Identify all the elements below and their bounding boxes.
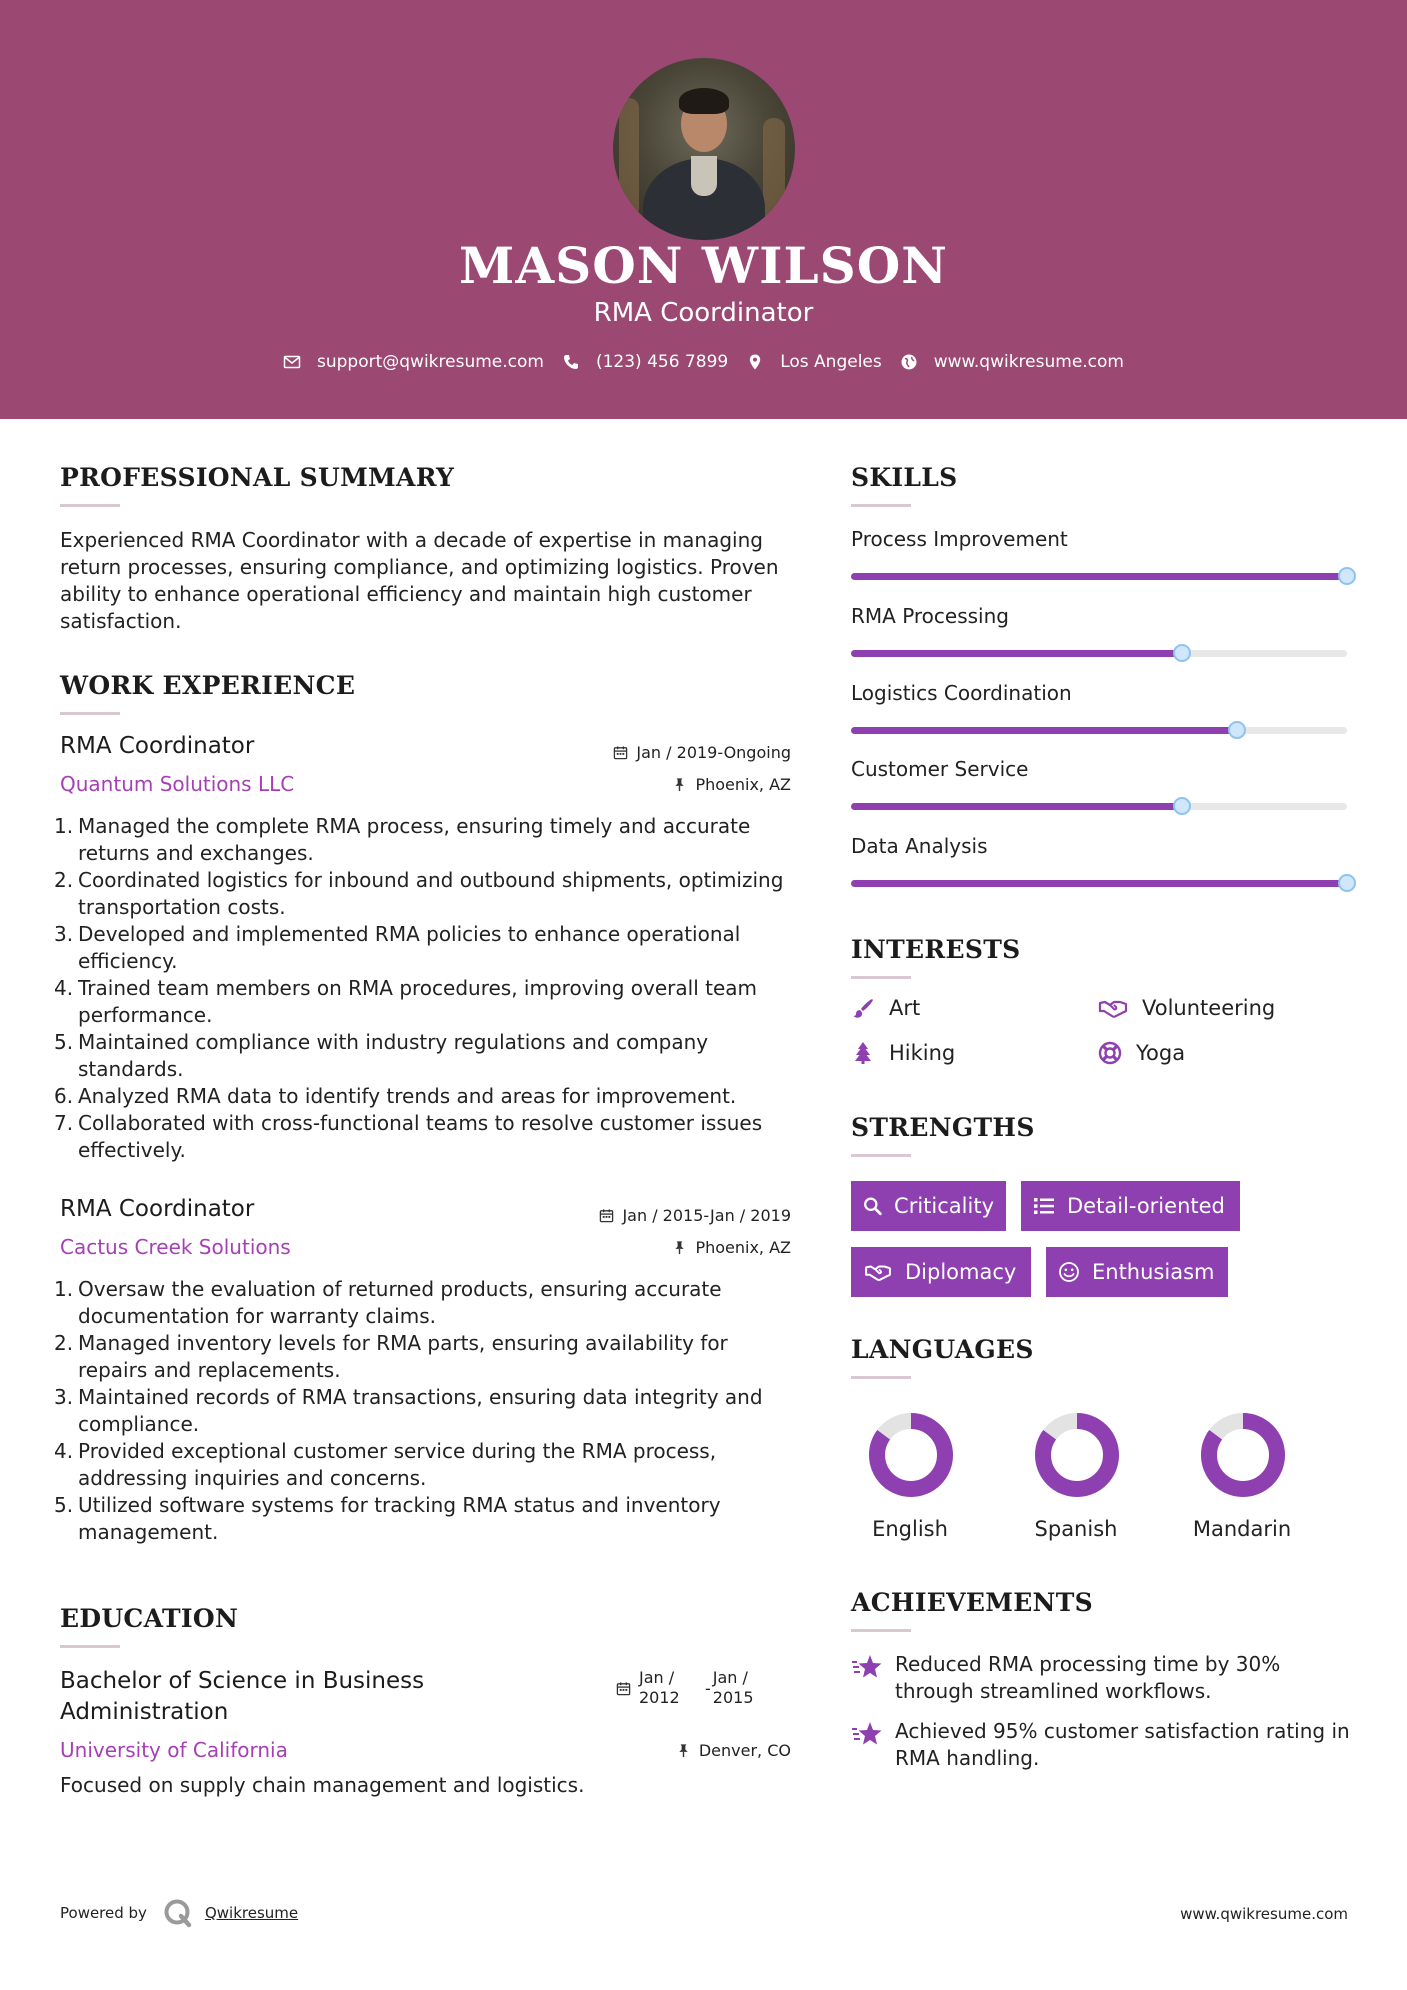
strength-badge	[1046, 1247, 1228, 1297]
star-badge-icon	[851, 1653, 883, 1681]
achievement-item	[851, 1651, 1351, 1705]
website-text: www.qwikresume.com	[933, 352, 1124, 372]
strength-label: Diplomacy	[905, 1260, 1017, 1284]
smile-icon	[1058, 1261, 1080, 1283]
section-divider	[60, 504, 120, 507]
contact-phone[interactable]	[562, 352, 728, 372]
pushpin-icon	[672, 777, 687, 792]
languages-heading: LANGUAGES	[851, 1335, 1034, 1364]
list-item: 4. Trained team members on RMA procedures, improving overall team performance.	[54, 976, 758, 1027]
interest-item	[1098, 1041, 1185, 1065]
skill-label: Data Analysis	[851, 834, 988, 858]
list-item: 6. Analyzed RMA data to identify trends and areas for improvement.	[54, 1084, 737, 1108]
strengths-heading: STRENGTHS	[851, 1113, 1035, 1142]
section-divider	[60, 712, 120, 715]
interest-label: Art	[889, 996, 921, 1020]
education-location-text: Denver, CO	[698, 1741, 791, 1760]
section-divider	[851, 1154, 911, 1157]
skill-slider-knob[interactable]	[1173, 644, 1191, 662]
list-item: 7. Collaborated with cross-functional teams to resolve customer issues effectively.	[54, 1111, 763, 1162]
achievement-text: Achieved 95% customer satisfaction rating in RMA handling.	[895, 1719, 1350, 1770]
star-badge-icon	[851, 1720, 883, 1748]
list-icon	[1033, 1195, 1055, 1217]
job-bullets	[54, 813, 795, 1164]
profile-photo	[613, 58, 795, 240]
school-name: University of California	[60, 1738, 288, 1762]
skill-label: Customer Service	[851, 757, 1029, 781]
education-description: Focused on supply chain management and logistics.	[60, 1773, 585, 1797]
summary-text: Experienced RMA Coordinator with a decade of expertise in managing return processes, ensuring compliance, and optimizing logistics. Proven ability to enhance operational efficiency and maintain high customer satisfaction.	[60, 528, 779, 633]
degree-title: Bachelor of Science in Business Administration	[60, 1668, 425, 1725]
calendar-icon	[616, 1681, 631, 1696]
lifering-icon	[1098, 1041, 1122, 1065]
job-bullets	[54, 1276, 770, 1546]
section-divider	[851, 1629, 911, 1632]
location-text: Los Angeles	[780, 352, 882, 372]
interest-item	[851, 996, 920, 1020]
candidate-title: RMA Coordinator	[593, 298, 814, 328]
interest-item	[1098, 996, 1275, 1020]
footer-powered-by	[60, 1898, 298, 1928]
skill-slider-knob[interactable]	[1228, 721, 1246, 739]
achievement-item	[851, 1718, 1351, 1772]
interest-item	[851, 1041, 955, 1065]
job-location-text: Phoenix, AZ	[695, 1238, 791, 1257]
job-dates-text: Jan / 2015-Jan / 2019	[622, 1206, 791, 1225]
contact-email[interactable]	[283, 352, 544, 372]
job-dates-text: Jan / 2019-Ongoing	[636, 743, 791, 762]
company-name: Cactus Creek Solutions	[60, 1235, 291, 1259]
tree-icon	[851, 1041, 875, 1065]
strength-badge	[851, 1181, 1006, 1231]
interest-label: Hiking	[889, 1041, 956, 1065]
skill-bar-fill	[851, 573, 1347, 580]
globe-icon	[900, 353, 918, 371]
language-label: English	[872, 1517, 948, 1541]
skill-bar-fill	[851, 880, 1347, 887]
phone-icon	[562, 353, 580, 371]
job-title: RMA Coordinator	[60, 733, 255, 759]
skill-bar-fill	[851, 650, 1182, 657]
qwikresume-link[interactable]: Qwikresume	[204, 1904, 299, 1922]
handshake-icon	[1098, 996, 1128, 1020]
list-item: 5. Maintained compliance with industry regulations and company standards.	[54, 1030, 709, 1081]
search-icon	[863, 1195, 882, 1217]
section-divider	[851, 1376, 911, 1379]
resume-header	[0, 0, 1407, 419]
company-name: Quantum Solutions LLC	[60, 772, 295, 796]
skill-label: RMA Processing	[851, 604, 1009, 628]
powered-by-text: Powered by	[60, 1904, 147, 1922]
interest-label: Yoga	[1136, 1041, 1186, 1065]
list-item: 3. Maintained records of RMA transactions, ensuring data integrity and compliance.	[54, 1385, 763, 1436]
list-item: 1. Oversaw the evaluation of returned products, ensuring accurate documentation for warranty claims.	[54, 1277, 722, 1328]
strength-label: Detail-oriented	[1067, 1194, 1225, 1218]
phone-text: (123) 456 7899	[595, 352, 729, 372]
strength-badge	[851, 1247, 1031, 1297]
education-end: Jan / 2015	[712, 1668, 754, 1707]
achievement-text: Reduced RMA processing time by 30% through streamlined workflows.	[895, 1652, 1281, 1703]
job-location	[672, 1238, 791, 1257]
candidate-name: MASON WILSON	[459, 236, 948, 295]
job-title: RMA Coordinator	[60, 1196, 255, 1222]
skill-bar-fill	[851, 803, 1182, 810]
strength-label: Criticality	[894, 1194, 994, 1218]
calendar-icon	[599, 1208, 614, 1223]
skill-bar-fill	[851, 727, 1237, 734]
list-item: 5. Utilized software systems for tracking RMA status and inventory management.	[54, 1493, 721, 1544]
interests-heading: INTERESTS	[851, 935, 1021, 964]
handshake-icon	[863, 1261, 893, 1283]
qwikresume-logo-icon	[163, 1898, 193, 1928]
skill-label: Process Improvement	[851, 527, 1068, 551]
section-divider	[851, 976, 911, 979]
summary-heading: PROFESSIONAL SUMMARY	[60, 463, 455, 492]
achievements-heading: ACHIEVEMENTS	[851, 1588, 1093, 1617]
language-rings	[851, 1405, 1347, 1515]
list-item: 3. Developed and implemented RMA policies to enhance operational efficiency.	[54, 922, 741, 973]
list-item: 2. Coordinated logistics for inbound and outbound shipments, optimizing transportation costs.	[54, 868, 784, 919]
job-dates	[613, 743, 791, 762]
strength-badge	[1021, 1181, 1240, 1231]
list-item: 1. Managed the complete RMA process, ensuring timely and accurate returns and exchanges.	[54, 814, 751, 865]
strength-label: Enthusiasm	[1092, 1260, 1215, 1284]
education-dates: Jan / 2012 - Jan / 2015	[616, 1668, 765, 1708]
job-dates	[599, 1206, 791, 1225]
education-location	[676, 1741, 791, 1760]
email-text: support@qwikresume.com	[317, 352, 544, 372]
education-heading: EDUCATION	[60, 1604, 239, 1633]
envelope-icon	[283, 353, 301, 371]
contact-website[interactable]	[900, 352, 1124, 372]
interest-label: Volunteering	[1142, 996, 1276, 1020]
skill-slider-knob[interactable]	[1338, 567, 1356, 585]
skill-slider-knob[interactable]	[1338, 874, 1356, 892]
job-location	[672, 775, 791, 794]
skill-slider-knob[interactable]	[1173, 797, 1191, 815]
contact-bar	[0, 352, 1407, 372]
language-label: Spanish	[1034, 1517, 1118, 1541]
calendar-icon	[613, 745, 628, 760]
paintbrush-icon	[851, 996, 875, 1020]
language-label: Mandarin	[1192, 1517, 1292, 1541]
list-item: 2. Managed inventory levels for RMA parts, ensuring availability for repairs and replacements.	[54, 1331, 728, 1382]
skills-heading: SKILLS	[851, 463, 958, 492]
section-divider	[851, 504, 911, 507]
skill-label: Logistics Coordination	[851, 681, 1072, 705]
pushpin-icon	[676, 1743, 691, 1758]
contact-location	[746, 352, 882, 372]
map-pin-icon	[746, 353, 764, 371]
footer-website[interactable]: www.qwikresume.com	[1180, 1905, 1348, 1923]
experience-heading: WORK EXPERIENCE	[60, 671, 356, 700]
list-item: 4. Provided exceptional customer service during the RMA process, addressing inquiries and concerns.	[54, 1439, 717, 1490]
job-location-text: Phoenix, AZ	[695, 775, 791, 794]
pushpin-icon	[672, 1240, 687, 1255]
education-start: Jan / 2012	[639, 1668, 680, 1707]
section-divider	[60, 1645, 120, 1648]
